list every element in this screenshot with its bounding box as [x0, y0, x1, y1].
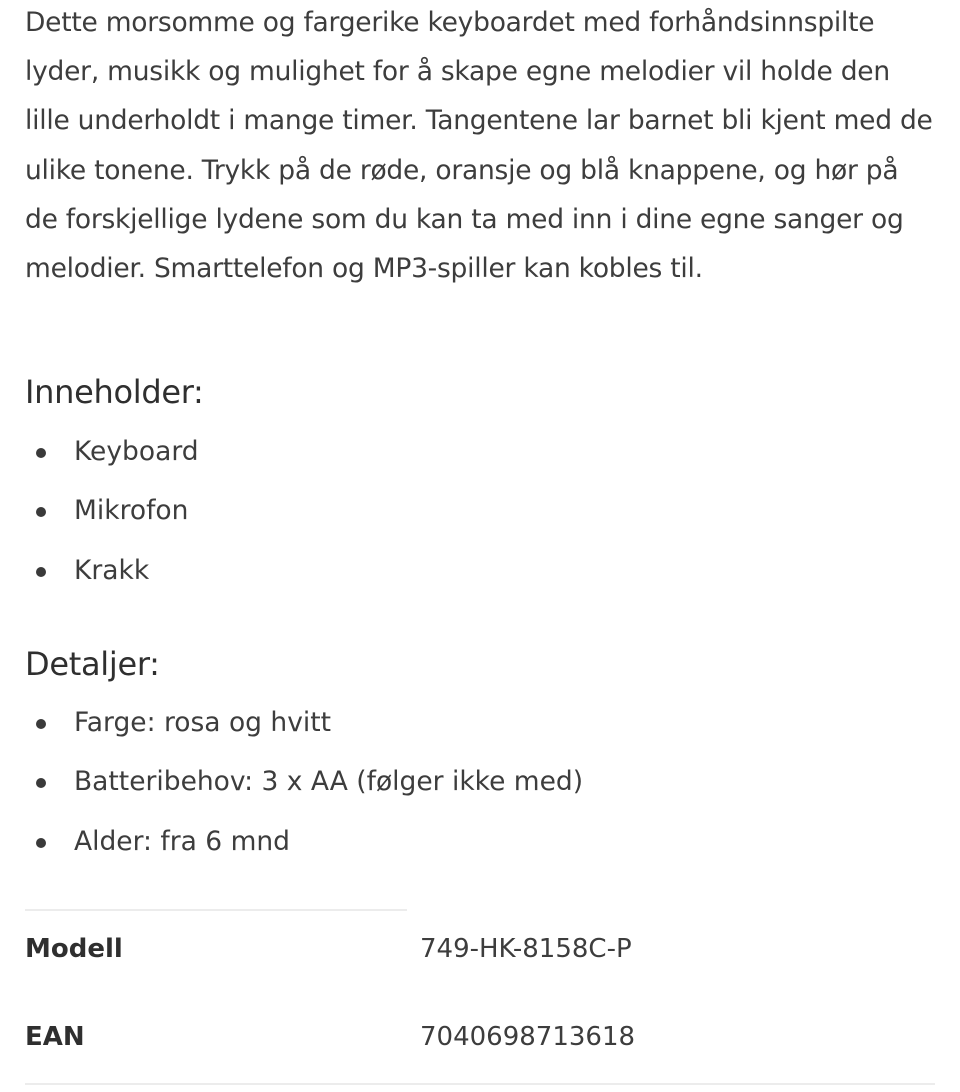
spec-value-model: 749-HK-8158C-P [420, 934, 632, 964]
spec-row-model [25, 927, 935, 971]
spec-label-ean: EAN [25, 1022, 85, 1052]
list-item-text: Batteribehov: 3 x AA (følger ikke med) [74, 766, 584, 798]
bullet-icon [36, 567, 46, 577]
bullet-icon [36, 778, 46, 788]
divider [25, 1083, 935, 1085]
spec-label-model: Modell [25, 934, 123, 964]
list-item-text: Farge: rosa og hvitt [74, 707, 332, 738]
list-item [25, 549, 199, 608]
list-item [25, 430, 199, 489]
bullet-icon [36, 838, 46, 848]
details-heading: Detaljer: [25, 645, 160, 683]
bullet-icon [36, 507, 46, 517]
list-item [25, 760, 583, 819]
divider [25, 909, 407, 911]
bullet-icon [36, 448, 46, 458]
list-item [25, 820, 583, 879]
details-list [25, 701, 583, 879]
contents-heading: Inneholder: [25, 373, 204, 411]
product-description: Dette morsomme og fargerike keyboardet med forhåndsinnspilte lyder, musikk og mulighet for å skape egne melodier vil holde den lille underholdt i mange timer. Tangentene lar barnet bli kjent med de ulike tonene. Trykk på de røde, oransje og blå knappene, og hør på de forskjellige lydene som du kan ta med inn i dine egne sanger og melodier. Smarttelefon og MP3-spiller kan kobles til. [25, 7, 933, 285]
spec-value-ean: 7040698713618 [420, 1022, 636, 1052]
contents-list [25, 430, 199, 608]
list-item-text: Alder: fra 6 mnd [74, 825, 290, 857]
list-item [25, 489, 199, 548]
list-item-text: Keyboard [74, 436, 199, 467]
product-description-section [25, 0, 935, 1052]
bullet-icon [36, 719, 46, 729]
list-item-text: Krakk [74, 554, 150, 586]
spec-row-ean [25, 1015, 935, 1059]
list-item [25, 701, 583, 760]
list-item-text: Mikrofon [74, 495, 189, 527]
